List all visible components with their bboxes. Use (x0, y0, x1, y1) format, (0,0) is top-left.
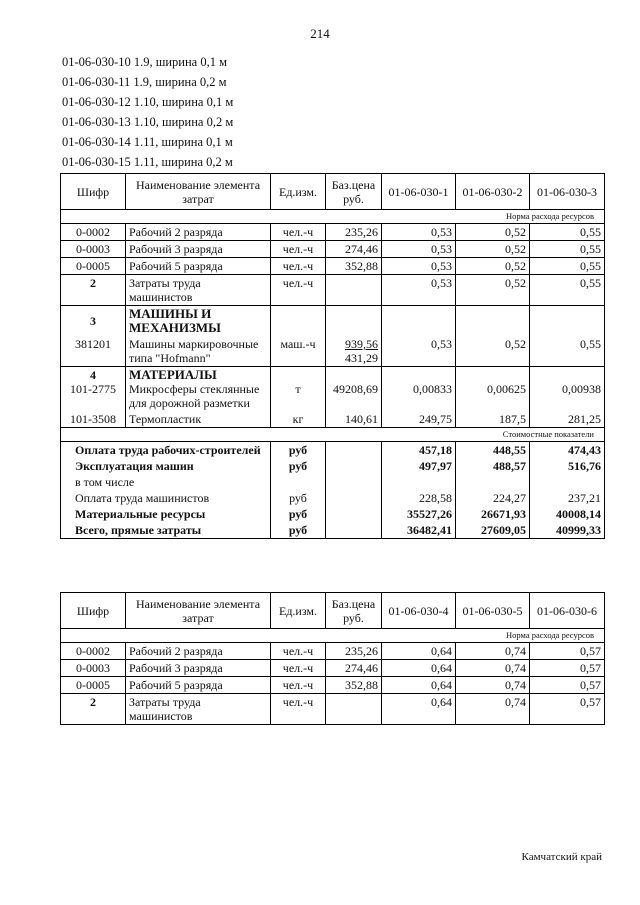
row-value: 0,53 (382, 224, 456, 241)
row-unit: т (271, 367, 326, 412)
row-code: 0-0002 (61, 224, 126, 241)
row-value: 0,52 (456, 224, 530, 241)
cost-label: Стоимостные показатели (61, 428, 605, 442)
cost-name: Эксплуатация машин (61, 458, 271, 474)
cost-value: 448,55 (456, 442, 530, 459)
cost-unit: руб (271, 522, 326, 539)
header-unit: Ед.изм. (271, 174, 326, 210)
cost-unit: руб (271, 442, 326, 459)
row-value: 0,53 (382, 336, 456, 367)
section-number: 4 (90, 368, 96, 382)
code-line: 01-06-030-13 1.10, ширина 0,2 м (62, 115, 234, 129)
norm-label: Норма расхода ресурсов (61, 629, 605, 643)
cost-name: в том числе (61, 474, 271, 490)
cost-value: 488,57 (456, 458, 530, 474)
header-col-5: 01-06-030-5 (456, 593, 530, 629)
section-heading: МАШИНЫ И МЕХАНИЗМЫ (126, 306, 271, 337)
cost-value: 36482,41 (382, 522, 456, 539)
row-name: Затраты труда машинистов (126, 694, 271, 725)
price-secondary: 431,29 (345, 351, 378, 365)
row-name: МАТЕРИАЛЫ Микросферы стеклянные для дорожной разметки (126, 367, 271, 412)
row-price: 352,88 (326, 677, 382, 694)
row-code: 0-0003 (61, 660, 126, 677)
row-unit: чел.-ч (271, 275, 326, 306)
row-value: 0,74 (456, 643, 530, 660)
row-code: 4 101-2775 (61, 367, 126, 412)
section-number: 3 (61, 306, 126, 337)
row-value: 0,57 (530, 660, 605, 677)
row-name: Рабочий 5 разряда (126, 258, 271, 275)
header-unit: Ед.изм. (271, 593, 326, 629)
cost-unit: руб (271, 490, 326, 506)
row-value: 0,55 (530, 241, 605, 258)
cost-name: Оплата труда машинистов (61, 490, 271, 506)
row-value: 0,57 (530, 694, 605, 725)
cost-value: 27609,05 (456, 522, 530, 539)
code-line: 01-06-030-11 1.9, ширина 0,2 м (62, 75, 227, 89)
row-unit: чел.-ч (271, 258, 326, 275)
row-value: 0,52 (456, 258, 530, 275)
row-price: 49208,69 (326, 367, 382, 412)
cost-value: 457,18 (382, 442, 456, 459)
section-heading: МАТЕРИАЛЫ (129, 367, 217, 382)
code-line: 01-06-030-14 1.11, ширина 0,1 м (62, 135, 233, 149)
row-price: 274,46 (326, 241, 382, 258)
cost-value: 497,97 (382, 458, 456, 474)
cost-name: Материальные ресурсы (61, 506, 271, 522)
header-col-3: 01-06-030-3 (530, 174, 605, 210)
header-code: Шифр (61, 174, 126, 210)
header-name: Наименование элемента затрат (126, 593, 271, 629)
resource-table-1 (60, 173, 605, 539)
row-value: 0,64 (382, 694, 456, 725)
row-value: 0,74 (456, 660, 530, 677)
row-value: 0,64 (382, 643, 456, 660)
row-value: 0,53 (382, 275, 456, 306)
row-price (326, 275, 382, 306)
row-price: 140,61 (326, 411, 382, 428)
row-value: 0,00625 (456, 367, 530, 412)
cost-value: 237,21 (530, 490, 605, 506)
row-code: 101-3508 (61, 411, 126, 428)
row-value: 0,53 (382, 241, 456, 258)
row-name: Рабочий 3 разряда (126, 241, 271, 258)
row-value: 0,64 (382, 677, 456, 694)
row-value: 0,52 (456, 241, 530, 258)
row-price: 352,88 (326, 258, 382, 275)
row-code: 2 (61, 694, 126, 725)
row-name: Термопластик (126, 411, 271, 428)
cost-value: 474,43 (530, 442, 605, 459)
row-value: 0,55 (530, 258, 605, 275)
row-price: 235,26 (326, 224, 382, 241)
row-unit: чел.-ч (271, 694, 326, 725)
row-name: Затраты труда машинистов (126, 275, 271, 306)
row-value: 0,64 (382, 660, 456, 677)
row-value: 0,52 (456, 275, 530, 306)
row-code: 381201 (61, 336, 126, 367)
row-unit: чел.-ч (271, 643, 326, 660)
row-code: 2 (61, 275, 126, 306)
row-value: 249,75 (382, 411, 456, 428)
row-value: 0,55 (530, 336, 605, 367)
cost-value: 35527,26 (382, 506, 456, 522)
footer-region: Камчатский край (521, 851, 602, 863)
row-name: Рабочий 2 разряда (126, 643, 271, 660)
cost-value: 26671,93 (456, 506, 530, 522)
row-code: 0-0005 (61, 258, 126, 275)
row-name: Рабочий 3 разряда (126, 660, 271, 677)
row-unit: чел.-ч (271, 660, 326, 677)
row-value: 0,53 (382, 258, 456, 275)
row-price: 235,26 (326, 643, 382, 660)
row-value: 0,55 (530, 275, 605, 306)
row-value: 0,74 (456, 694, 530, 725)
row-unit: маш.-ч (271, 336, 326, 367)
header-col-2: 01-06-030-2 (456, 174, 530, 210)
row-name: Рабочий 2 разряда (126, 224, 271, 241)
code-line: 01-06-030-15 1.11, ширина 0,2 м (62, 155, 233, 169)
cost-value: 224,27 (456, 490, 530, 506)
row-code: 0-0002 (61, 643, 126, 660)
row-price (326, 336, 382, 367)
row-value: 0,00938 (530, 367, 605, 412)
resource-table-2 (60, 592, 605, 725)
header-col-4: 01-06-030-4 (382, 593, 456, 629)
row-name: Машины маркировочные типа "Hofmann" (126, 336, 271, 367)
code-line: 01-06-030-10 1.9, ширина 0,1 м (62, 55, 228, 69)
cost-value: 228,58 (382, 490, 456, 506)
row-value: 0,74 (456, 677, 530, 694)
cost-name: Всего, прямые затраты (61, 522, 271, 539)
row-value: 187,5 (456, 411, 530, 428)
header-name: Наименование элемента затрат (126, 174, 271, 210)
row-value: 0,57 (530, 643, 605, 660)
header-col-6: 01-06-030-6 (530, 593, 605, 629)
cost-name: Оплата труда рабочих-строителей (61, 442, 271, 459)
row-value: 0,55 (530, 224, 605, 241)
price-primary: 939,56 (345, 337, 378, 351)
row-unit: чел.-ч (271, 677, 326, 694)
header-price: Баз.цена руб. (326, 174, 382, 210)
cost-value: 40999,33 (530, 522, 605, 539)
row-code: 0-0003 (61, 241, 126, 258)
code-list (62, 52, 233, 172)
header-col-1: 01-06-030-1 (382, 174, 456, 210)
row-unit: чел.-ч (271, 224, 326, 241)
header-code: Шифр (61, 593, 126, 629)
page-number: 214 (310, 26, 330, 41)
row-unit: кг (271, 411, 326, 428)
cost-unit: руб (271, 458, 326, 474)
norm-label: Норма расхода ресурсов (61, 210, 605, 224)
row-value: 0,52 (456, 336, 530, 367)
row-code: 0-0005 (61, 677, 126, 694)
row-value: 0,57 (530, 677, 605, 694)
row-value: 0,00833 (382, 367, 456, 412)
cost-unit: руб (271, 506, 326, 522)
header-price: Баз.цена руб. (326, 593, 382, 629)
code-line: 01-06-030-12 1.10, ширина 0,1 м (62, 95, 234, 109)
cost-value: 516,76 (530, 458, 605, 474)
row-unit: чел.-ч (271, 241, 326, 258)
row-value: 281,25 (530, 411, 605, 428)
row-price (326, 694, 382, 725)
row-price: 274,46 (326, 660, 382, 677)
cost-value: 40008,14 (530, 506, 605, 522)
row-name: Рабочий 5 разряда (126, 677, 271, 694)
